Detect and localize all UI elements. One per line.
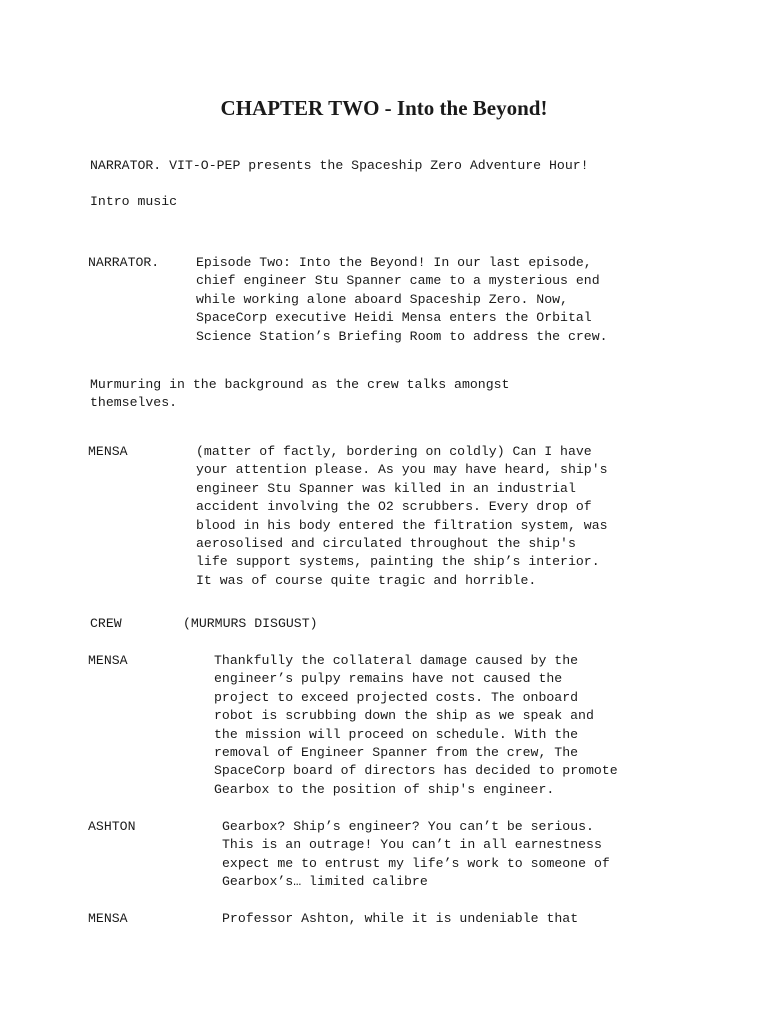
stage-direction-murmuring: Murmuring in the background as the crew talks amongst themselves. [90,377,510,411]
dialogue-text: Professor Ashton, while it is undeniable that [222,911,579,926]
dialogue-text: (MURMURS DISGUST) [183,616,318,631]
stage-direction-intro-music: Intro music [90,194,178,209]
speaker-name: MENSA [88,653,128,668]
speaker-name: NARRATOR. [88,255,160,270]
chapter-title: CHAPTER TWO - Into the Beyond! [220,96,548,120]
speaker-name: MENSA [88,444,128,459]
dialogue-text: (matter of factly, bordering on coldly) Can I have your attention please. As you may have heard, ship's engineer Stu Spanner was killed in an industrial accident involving the O2 scrubbers. Every drop of blood in his body entered the filtration system, was aerosolised and circulated throughout the ship's life support systems, painting the ship’s interior. It was of course quite tragic and horrible. [196,444,608,588]
narrator-intro-line: NARRATOR. VIT-O-PEP presents the Spaceship Zero Adventure Hour! [90,158,589,173]
speaker-name: CREW [90,616,122,631]
speaker-name: MENSA [88,911,128,926]
speaker-name: ASHTON [88,819,136,834]
dialogue-text: Gearbox? Ship’s engineer? You can’t be serious. This is an outrage! You can’t in all earnestness expect me to entrust my life’s work to someone of Gearbox’s… limited calibre [222,819,610,890]
dialogue-text: Episode Two: Into the Beyond! In our last episode, chief engineer Stu Spanner came to a mysterious end while working alone aboard Spaceship Zero. Now, SpaceCorp executive Heidi Mensa enters the Orbital Science Station’s Briefing Room to address the crew. [196,255,608,344]
dialogue-text: Thankfully the collateral damage caused by the engineer’s pulpy remains have not caused the project to exceed projected costs. The onboard robot is scrubbing down the ship as we speak and the mission will proceed on schedule. With the removal of Engineer Spanner from the crew, The SpaceCorp board of directors has decided to promote Gearbox to the position of ship's engineer. [214,653,618,797]
